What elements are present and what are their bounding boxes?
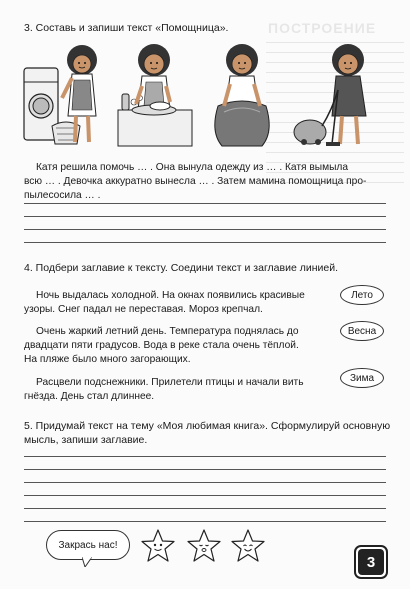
writing-line[interactable] [24, 203, 386, 204]
task3-text-line1: Катя решила помочь … . Она вынула одежду из … . Катя вымыла [36, 162, 349, 173]
smiling-star-icon[interactable] [140, 528, 176, 564]
writing-line[interactable] [24, 495, 386, 496]
girl-washing-dishes-icon [112, 40, 196, 150]
task4-text2-line3: На пляже было много загорающих. [24, 354, 191, 365]
task5-title-line1: 5. Придумай текст на тему «Моя любимая книга». Сформулируй основную [24, 420, 391, 432]
task4-title: 4. Подбери заглавие к тексту. Соедини текст и заглавие линией. [24, 262, 339, 274]
writing-line[interactable] [24, 242, 386, 243]
writing-line[interactable] [24, 508, 386, 509]
sleepy-star-icon[interactable] [186, 528, 222, 564]
task4-text1-line2: узоры. Снег падал не переставая. Мороз крепчал. [24, 304, 263, 315]
task4-text1-line1: Ночь выдалась холодной. На окнах появились красивые [36, 290, 305, 301]
task3-illustrations [22, 40, 378, 150]
page-number: 3 [358, 549, 384, 575]
girl-carrying-bag-icon [202, 40, 286, 150]
task3-text-line2: всю … . Девочка аккуратно вынесла … . Затем мамина помощница про- [24, 176, 367, 187]
speech-bubble [46, 530, 130, 560]
task4-text2-line2: двадцати пяти градусов. Вода в реке стала очень тёплой. [24, 340, 299, 351]
happy-star-icon[interactable] [230, 528, 266, 564]
task3-title: 3. Составь и запиши текст «Помощница». [24, 22, 229, 34]
writing-line[interactable] [24, 216, 386, 217]
title-option-leto[interactable]: Лето [340, 285, 384, 305]
writing-line[interactable] [24, 229, 386, 230]
bleed-through-background: ПОСТРОЕНИЕ [260, 0, 410, 589]
girl-vacuuming-icon [292, 40, 376, 150]
task4-text3-line2: гнёзда. День стал длиннее. [24, 391, 155, 402]
page-number-badge [354, 545, 388, 579]
speech-bubble-text: Закрась нас! [58, 539, 118, 551]
writing-line[interactable] [24, 469, 386, 470]
writing-line[interactable] [24, 521, 386, 522]
title-option-zima[interactable]: Зима [340, 368, 384, 388]
task5-title-line2: мысль, запиши заглавие. [24, 434, 148, 446]
writing-line[interactable] [24, 482, 386, 483]
task4-text3-line1: Расцвели подснежники. Прилетели птицы и начали вить [36, 377, 304, 388]
task4-text2-line1: Очень жаркий летний день. Температура поднялась до [36, 326, 299, 337]
writing-line[interactable] [24, 456, 386, 457]
girl-washing-machine-icon [22, 40, 106, 150]
speech-bubble-tail-icon [82, 557, 92, 567]
task3-text-line3: пылесосила … . [24, 190, 101, 201]
title-option-vesna[interactable]: Весна [340, 321, 384, 341]
